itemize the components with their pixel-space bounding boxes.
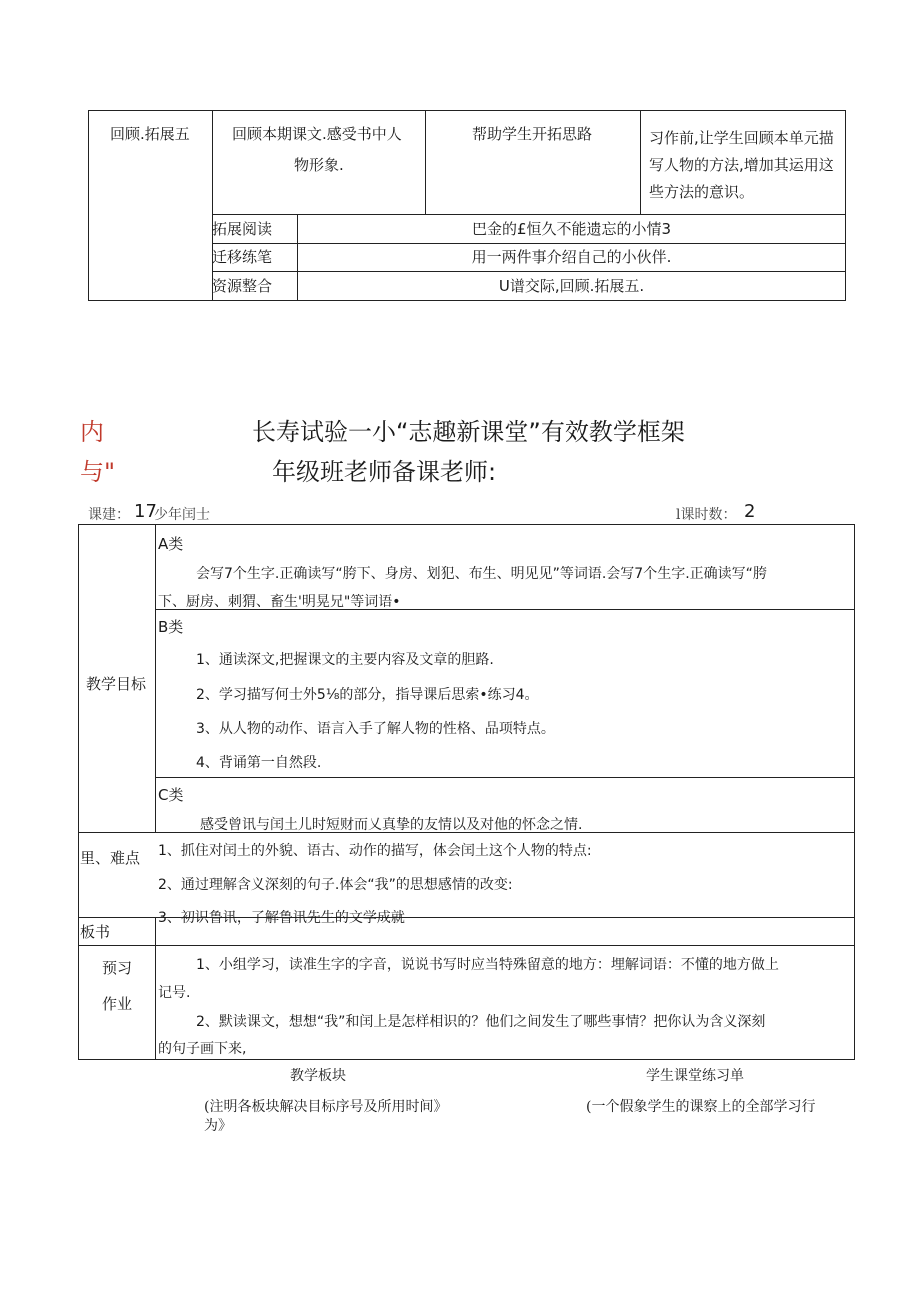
- footer-left-note-2: 为》: [204, 1118, 232, 1134]
- footer-right-title: 学生课堂练习单: [646, 1068, 744, 1084]
- preview-label-1: 预习: [102, 959, 133, 977]
- goals-c-line: 感受曾讯与闰土儿时短财而乂真挚的友情以及对他的怀念之情.: [200, 817, 583, 833]
- preview-line-4: 的句子画下来,: [158, 1041, 247, 1057]
- row-label-reading: 拓展阅读: [212, 220, 273, 238]
- page-subtitle: 年级班老师备课老师:: [272, 458, 497, 486]
- goals-c-label: C类: [158, 786, 184, 804]
- footer-right-note: (一个假象学生的课察上的全部学习行: [586, 1099, 816, 1115]
- goals-b-item-1: 1、通读深文,把握课文的主要内容及文章的胆路.: [196, 652, 494, 668]
- preview-line-1: 1、小组学习，读准生字的字音，说说书写时应当特殊留意的地方：埋解词语：不懂的地方做上: [196, 957, 779, 973]
- preview-line-3: 2、默读课文，想想“我”和闰上是怎样相识的？他们之间发生了哪些事情？把你认为含义深刻: [196, 1014, 766, 1030]
- review-content-line1: 回顾本期课文.感受书中人: [232, 125, 402, 143]
- side-mark-2: 与": [80, 458, 116, 486]
- row-value-writing: 用一两件事介绍自己的小伙伴.: [471, 248, 672, 266]
- review-label: 回顾.拓展五: [110, 125, 190, 143]
- goals-b-label: B类: [158, 618, 184, 636]
- review-note-line1: 习作前,让学生回顾本单元描: [649, 129, 834, 147]
- difficulty-item-1: 1、抓住对闰土的外貌、语古、动作的描写，体会闰土这个人物的特点:: [158, 843, 592, 859]
- preview-label-2: 作业: [102, 995, 133, 1013]
- lesson-name: 少年闰士: [154, 507, 210, 523]
- row-value-resources: U谱交际,回顾.拓展五.: [498, 277, 645, 295]
- goals-label: 教学目标: [86, 675, 147, 693]
- goals-a-label: A类: [158, 535, 184, 553]
- difficulty-item-2: 2、通过理解含义深刻的句子.体会“我”的思想感情的改变:: [158, 877, 513, 893]
- difficulty-item-3: 3、初识鲁讯，了解鲁讯先生的文学成就: [158, 910, 405, 926]
- page-title: 长寿试验一小“志趣新课堂”有效教学框架: [252, 418, 685, 446]
- preview-line-2: 记号.: [158, 985, 191, 1001]
- review-purpose: 帮助学生开拓思路: [472, 125, 593, 143]
- hours-value: 2: [744, 501, 756, 522]
- board-label: 板书: [80, 923, 111, 941]
- goals-b-item-2: 2、学习描写何士外5⅛的部分，指导课后思索•练习4。: [196, 687, 539, 703]
- goals-a-line2: 下、厨房、刺猬、畜生'明晃兄"等词语•: [158, 594, 401, 610]
- goals-b-item-4: 4、背诵第一自然段.: [196, 755, 322, 771]
- review-note-line3: 些方法的意识。: [649, 183, 755, 201]
- footer-left-title: 教学板块: [290, 1068, 346, 1084]
- side-mark-1: 内: [80, 418, 104, 446]
- review-note-line2: 写人物的方法,增加其运用这: [649, 156, 834, 174]
- review-content-line2: 物形象.: [294, 156, 344, 174]
- lesson-number: 17: [134, 501, 157, 522]
- row-label-writing: 迁移练笔: [212, 248, 273, 266]
- row-label-resources: 资源整合: [212, 277, 273, 295]
- difficulty-label: 里、难点: [80, 849, 141, 867]
- lesson-label: 课建：: [88, 507, 130, 523]
- footer-left-note-1: (注明各板块解决目标序号及所用时间》: [204, 1099, 448, 1115]
- goals-a-line1: 会写7个生字.正确读写“胯下、身房、划犯、布生、明见见”等词语.会写7个生字.正确读写“胯: [196, 566, 767, 582]
- row-value-reading: 巴金的£恒久不能遗忘的小情3: [471, 220, 672, 238]
- hours-label: l课时数：: [676, 507, 737, 523]
- goals-b-item-3: 3、从人物的动作、语言入手了解人物的性格、品项特点。: [196, 721, 555, 737]
